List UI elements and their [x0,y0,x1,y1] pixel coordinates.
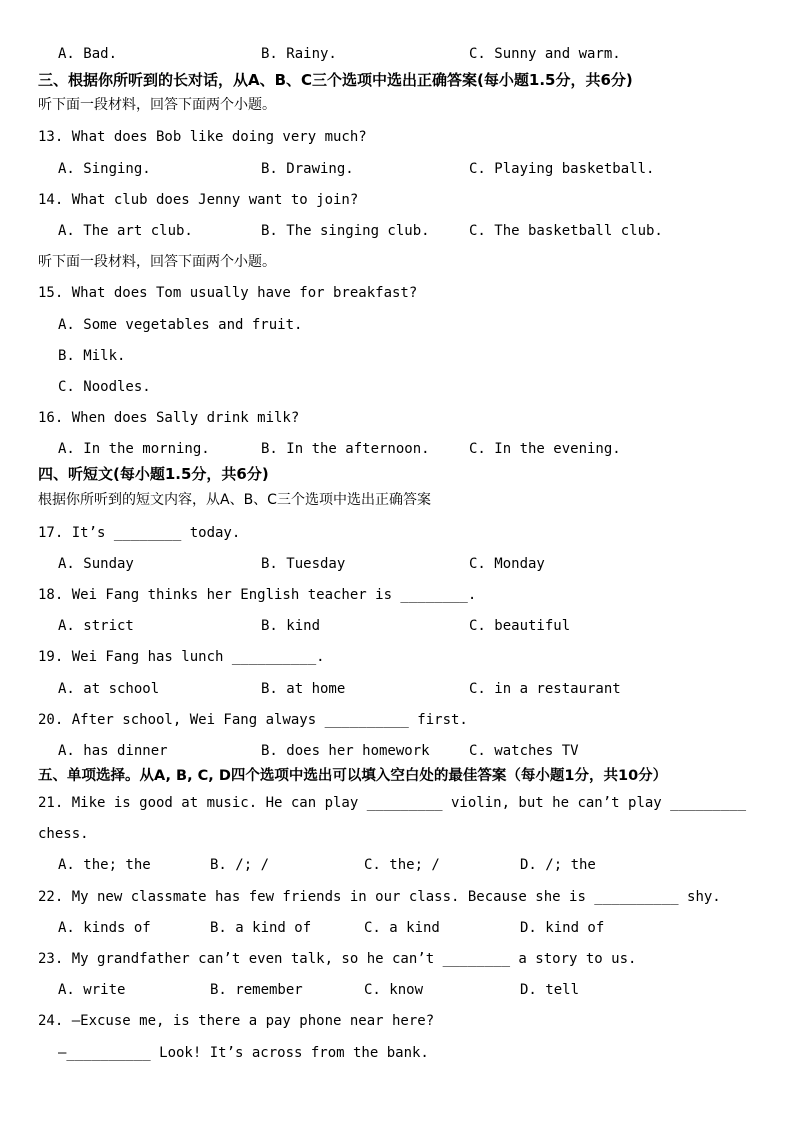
section3-instruction-2: 听下面一段材料，回答下面两个小题。 [38,254,276,270]
q20-option-a: A. has dinner [58,743,168,759]
section3-instruction-1: 听下面一段材料，回答下面两个小题。 [38,97,276,113]
q19-option-b: B. at home [261,681,346,697]
section5-heading: 五、单项选择。从A, B, C, D四个选项中选出可以填入空白处的最佳答案（每小题1分，共10分） [38,768,668,784]
q14-option-b: B. The singing club. [261,223,430,239]
q21-option-c: C. the; / [364,857,440,873]
q16-option-c: C. In the evening. [469,441,621,457]
q20-stem: 20. After school, Wei Fang always __________ first. [38,712,468,728]
q13-option-a: A. Singing. [58,161,151,177]
q23-option-d: D. tell [520,982,580,998]
q18-stem: 18. Wei Fang thinks her English teacher is ________. [38,587,477,603]
q16-option-b: B. In the afternoon. [261,441,430,457]
q17-stem: 17. It’s ________ today. [38,525,241,541]
q12-option-a: A. Bad. [58,46,118,62]
q17-option-a: A. Sunday [58,556,134,572]
q12-option-c: C. Sunny and warm. [469,46,621,62]
q23-stem: 23. My grandfather can’t even talk, so he can’t ________ a story to us. [38,951,637,967]
q24-reply: —__________ Look! It’s across from the bank. [58,1045,429,1061]
q20-option-b: B. does her homework [261,743,430,759]
q19-option-c: C. in a restaurant [469,681,621,697]
q22-stem: 22. My new classmate has few friends in our class. Because she is __________ shy. [38,889,721,905]
q13-option-c: C. Playing basketball. [469,161,655,177]
q20-option-c: C. watches TV [469,743,579,759]
q22-option-d: D. kind of [520,920,605,936]
q21-stem: 21. Mike is good at music. He can play _________ violin, but he can’t play _________ [38,795,747,811]
q19-stem: 19. Wei Fang has lunch __________. [38,649,325,665]
q13-option-b: B. Drawing. [261,161,354,177]
section4-instruction: 根据你所听到的短文内容，从A、B、C三个选项中选出正确答案 [38,492,431,508]
q22-option-c: C. a kind [364,920,440,936]
q15-option-c: C. Noodles. [58,379,151,395]
q17-option-b: B. Tuesday [261,556,346,572]
q15-stem: 15. What does Tom usually have for breakfast? [38,285,418,301]
section4-heading: 四、听短文(每小题1.5分，共6分) [38,465,269,483]
q24-stem: 24. —Excuse me, is there a pay phone near here? [38,1013,435,1029]
q16-stem: 16. When does Sally drink milk? [38,410,300,426]
q13-stem: 13. What does Bob like doing very much? [38,129,367,145]
q14-option-a: A. The art club. [58,223,193,239]
section3-heading: 三、根据你所听到的长对话，从A、B、C三个选项中选出正确答案(每小题1.5分，共6分) [38,71,633,89]
q21-option-a: A. the; the [58,857,151,873]
q22-option-b: B. a kind of [210,920,312,936]
q14-option-c: C. The basketball club. [469,223,663,239]
q23-option-c: C. know [364,982,424,998]
q15-option-a: A. Some vegetables and fruit. [58,317,303,333]
q17-option-c: C. Monday [469,556,545,572]
q16-option-a: A. In the morning. [58,441,210,457]
q18-option-a: A. strict [58,618,134,634]
q12-option-b: B. Rainy. [261,46,337,62]
q22-option-a: A. kinds of [58,920,151,936]
q15-option-b: B. Milk. [58,348,126,364]
q19-option-a: A. at school [58,681,160,697]
q23-option-a: A. write [58,982,126,998]
q21-stem-continued: chess. [38,826,89,842]
q14-stem: 14. What club does Jenny want to join? [38,192,359,208]
q18-option-c: C. beautiful [469,618,571,634]
q18-option-b: B. kind [261,618,321,634]
q23-option-b: B. remember [210,982,303,998]
q21-option-b: B. /; / [210,857,270,873]
q21-option-d: D. /; the [520,857,596,873]
